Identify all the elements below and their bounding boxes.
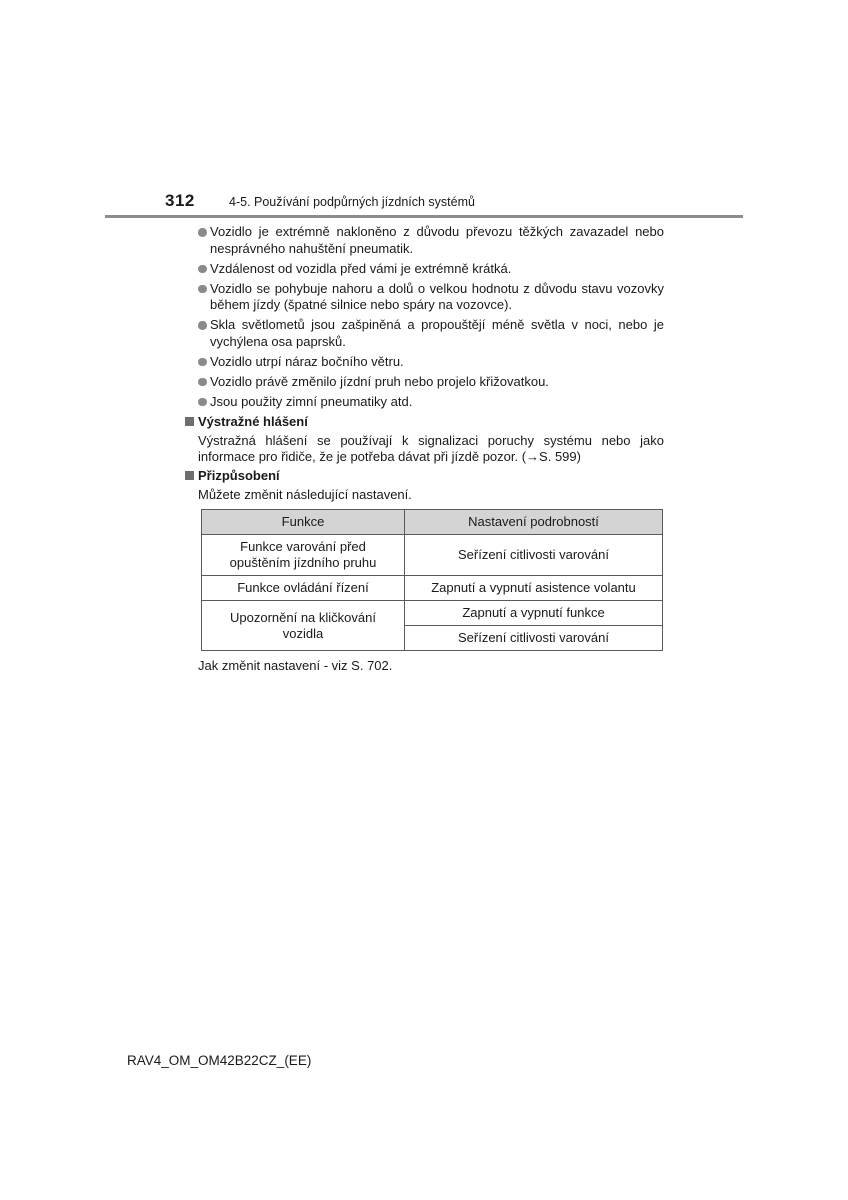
customize-paragraph: Můžete změnit následující nastavení.: [198, 486, 412, 502]
list-item: Vozidlo se pohybuje nahoru a dolů o velkou hodnotu z důvodu stavu vozovky během jízdy (špatné silnice nebo spáry na vozovce).: [198, 281, 664, 314]
square-bullet-icon: [185, 471, 194, 480]
header-divider: [105, 215, 743, 218]
list-item: Vozidlo je extrémně nakloněno z důvodu převozu těžkých zavazadel nebo nesprávného nahuštění pneumatik.: [198, 224, 664, 257]
table-header-settings: Nastavení podrobností: [405, 510, 663, 535]
table-row: [202, 576, 663, 601]
list-item: Vozidlo utrpí náraz bočního větru.: [198, 354, 664, 371]
table-cell-function: Upozornění na kličkování vozidla: [202, 601, 405, 651]
table-header-function: Funkce: [202, 510, 405, 535]
customize-heading: [185, 468, 664, 485]
table-cell-setting: Zapnutí a vypnutí funkce: [405, 601, 663, 626]
table-cell-function: Funkce varování před opuštěním jízdního pruhu: [202, 535, 405, 576]
table-cell-setting: Seřízení citlivosti varování: [405, 535, 663, 576]
list-item: Jsou použity zimní pneumatiky atd.: [198, 394, 664, 411]
warning-heading: [185, 414, 664, 431]
warning-paragraph: Výstražná hlášení se používají k signalizaci poruchy systému nebo jako informace pro řidiče, že je potřeba dávat při jízdě pozor. (→S. 599): [198, 432, 664, 464]
table-row: [202, 535, 663, 576]
warning-heading-text: Výstražné hlášení: [198, 413, 308, 429]
document-code: RAV4_OM_OM42B22CZ_(EE): [127, 1053, 312, 1068]
square-bullet-icon: [185, 417, 194, 426]
section-title: 4-5. Používání podpůrných jízdních systémů: [229, 195, 475, 209]
page-number: 312: [165, 191, 195, 210]
table-cell-setting: Zapnutí a vypnutí asistence volantu: [405, 576, 663, 601]
main-content: [198, 224, 664, 505]
customize-heading-text: Přizpůsobení: [198, 467, 280, 483]
list-item: Vozidlo právě změnilo jízdní pruh nebo projelo křižovatkou.: [198, 374, 664, 391]
table-header-row: [202, 510, 663, 535]
settings-table: [201, 509, 663, 651]
table-cell-setting: Seřízení citlivosti varování: [405, 626, 663, 651]
settings-footnote: Jak změnit nastavení - viz S. 702.: [198, 658, 393, 673]
list-item: Vzdálenost od vozidla před vámi je extrémně krátká.: [198, 261, 664, 278]
list-item: Skla světlometů jsou zašpiněná a propouštějí méně světla v noci, nebo je vychýlena osa paprsků.: [198, 317, 664, 350]
table-row: [202, 601, 663, 626]
table-cell-function: Funkce ovládání řízení: [202, 576, 405, 601]
condition-list: [198, 224, 664, 410]
